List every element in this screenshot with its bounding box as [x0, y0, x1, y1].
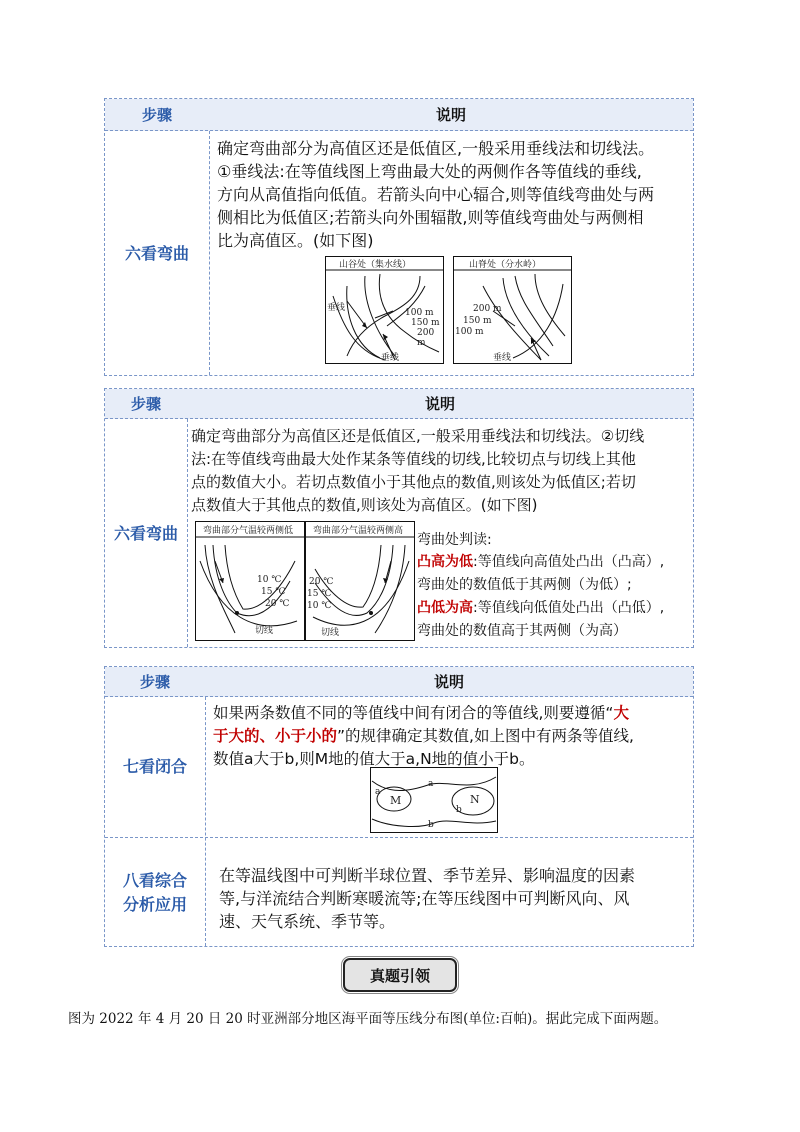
column-divider [209, 131, 210, 375]
note-title: 弯曲处判读: [417, 532, 492, 548]
header-desc: 说明 [433, 673, 464, 691]
table-step-six-tangent [104, 388, 694, 648]
closed-contour-figure [370, 767, 498, 833]
desc-line-4: 点数值大于其他点的数值,则该处为高值区。(如下图) [191, 496, 538, 514]
analysis-line-2: 等,与洋流结合判断寒暖流等;在等压线图中可判断风向、风 [219, 889, 630, 908]
temp-high-title: 弯曲部分气温较两侧高 [313, 526, 404, 536]
fig-m: M [390, 794, 402, 807]
step-label-eight-line-2: 分析应用 [122, 894, 187, 914]
valley-label-perp-2: 垂线 [381, 353, 400, 363]
desc-line-3: 点的数值大小。若切点数值小于其他点的数值,则该处为低值区;若切 [191, 473, 636, 491]
note-a-2: 弯曲处的数值低于其两侧（为低）; [417, 577, 632, 593]
ridge-label-perp: 垂线 [493, 353, 512, 363]
header-step: 步骤 [130, 395, 161, 413]
desc-line-3: 方向从高值指向低值。若箭头向中心辐合,则等值线弯曲处与两 [217, 185, 655, 204]
temp-low-title: 弯曲部分气温较两侧低 [203, 526, 294, 536]
fig-b-right: b [456, 805, 462, 815]
temp-high-figure [305, 521, 415, 641]
valley-title: 山谷处（集水线） [339, 260, 412, 270]
desc-line-4: 侧相比为低值区;若箭头向外围辐散,则等值线弯曲处与两侧相 [217, 208, 644, 227]
desc-line-2: 法:在等值线弯曲最大处作某条等值线的切线,比较切点与切线上其他 [191, 450, 636, 468]
note-b-text: :等值线向低值处凸出（凸低）, [473, 600, 665, 616]
temp-high-20: 20 ℃ [309, 577, 334, 587]
temp-low-10: 10 ℃ [257, 575, 282, 585]
table-step-seven-eight [104, 666, 694, 947]
valley-label-150: 150 m [411, 318, 440, 328]
closure-text-b: ”的规律确定其数值,如上图中有两条等值线, [337, 727, 634, 745]
column-divider [187, 419, 188, 647]
temp-low-tangent: 切线 [255, 626, 274, 636]
valley-label-200: 200 m [417, 328, 435, 348]
valley-contour-figure [325, 256, 444, 364]
analysis-line-3: 速、天气系统、季节等。 [219, 912, 396, 931]
header-desc: 说明 [435, 106, 466, 124]
section-badge: 真题引领 [343, 958, 457, 992]
temp-low-15: 15 ℃ [261, 587, 286, 597]
table-step-six-vertical [104, 98, 694, 376]
desc-line-2: ①垂线法:在等值线图上弯曲最大处的两侧作各等值线的垂线, [217, 162, 642, 181]
closure-line-2 [213, 725, 634, 748]
step-label: 六看弯曲 [124, 244, 189, 263]
closure-line-3: 数值a大于b,则M地的值大于a,N地的值小于b。 [213, 750, 535, 768]
desc-line-1: 确定弯曲部分为高值区还是低值区,一般采用垂线法和切线法。②切线 [191, 427, 645, 445]
temp-high-10: 10 ℃ [307, 601, 332, 611]
note-b-2: 弯曲处的数值高于其两侧（为高） [417, 623, 627, 639]
note-a-key: 凸高为低 [417, 554, 473, 570]
table-header [105, 667, 693, 697]
closure-red-2: 于大的、小于小的 [213, 727, 338, 745]
header-step: 步骤 [141, 106, 172, 124]
note-a [417, 551, 664, 574]
fig-a-left: a [375, 787, 381, 797]
fig-b-bottom: b [428, 820, 434, 830]
step-label-seven: 七看闭合 [122, 757, 187, 776]
table-header [105, 99, 693, 131]
step-label: 六看弯曲 [113, 524, 178, 543]
closure-red-1: 大 [613, 704, 629, 722]
ridge-contour-figure [453, 256, 572, 364]
temp-low-figure [195, 521, 305, 641]
note-b [417, 597, 664, 620]
closure-text-a: 如果两条数值不同的等值线中间有闭合的等值线,则要遵循“ [213, 704, 614, 722]
step-label-eight-line-1: 八看综合 [122, 870, 187, 890]
temp-high-tangent: 切线 [321, 628, 340, 638]
note-a-text: :等值线向高值处凸出（凸高）, [473, 554, 665, 570]
analysis-line-1: 在等温线图中可判断半球位置、季节差异、影响温度的因素 [219, 866, 636, 885]
temp-high-15: 15 ℃ [307, 589, 332, 599]
table-header [105, 389, 693, 419]
ridge-label-200: 200 m [473, 304, 502, 314]
ridge-title: 山脊处（分水岭） [469, 260, 542, 270]
column-divider [205, 697, 206, 946]
ridge-label-100: 100 m [455, 327, 484, 337]
temp-low-20: 20 ℃ [265, 599, 290, 609]
note-b-key: 凸低为高 [417, 600, 473, 616]
step-label-eight [105, 837, 205, 948]
closure-line-1 [213, 702, 629, 725]
fig-n: N [470, 793, 480, 806]
question-intro: 图为 2022 年 4 月 20 日 20 时亚洲部分地区海平面等压线分布图(单位:百帕)。据此完成下面两题。 [68, 1011, 668, 1027]
header-step: 步骤 [139, 673, 170, 691]
ridge-label-150: 150 m [463, 316, 492, 326]
valley-label-perp-1: 垂线 [327, 303, 346, 313]
fig-a-top: a [428, 779, 434, 789]
header-desc: 说明 [424, 395, 455, 413]
desc-line-5: 比为高值区。(如下图) [217, 231, 374, 250]
valley-label-100: 100 m [405, 308, 434, 318]
desc-line-1: 确定弯曲部分为高值区还是低值区,一般采用垂线法和切线法。 [217, 139, 655, 158]
